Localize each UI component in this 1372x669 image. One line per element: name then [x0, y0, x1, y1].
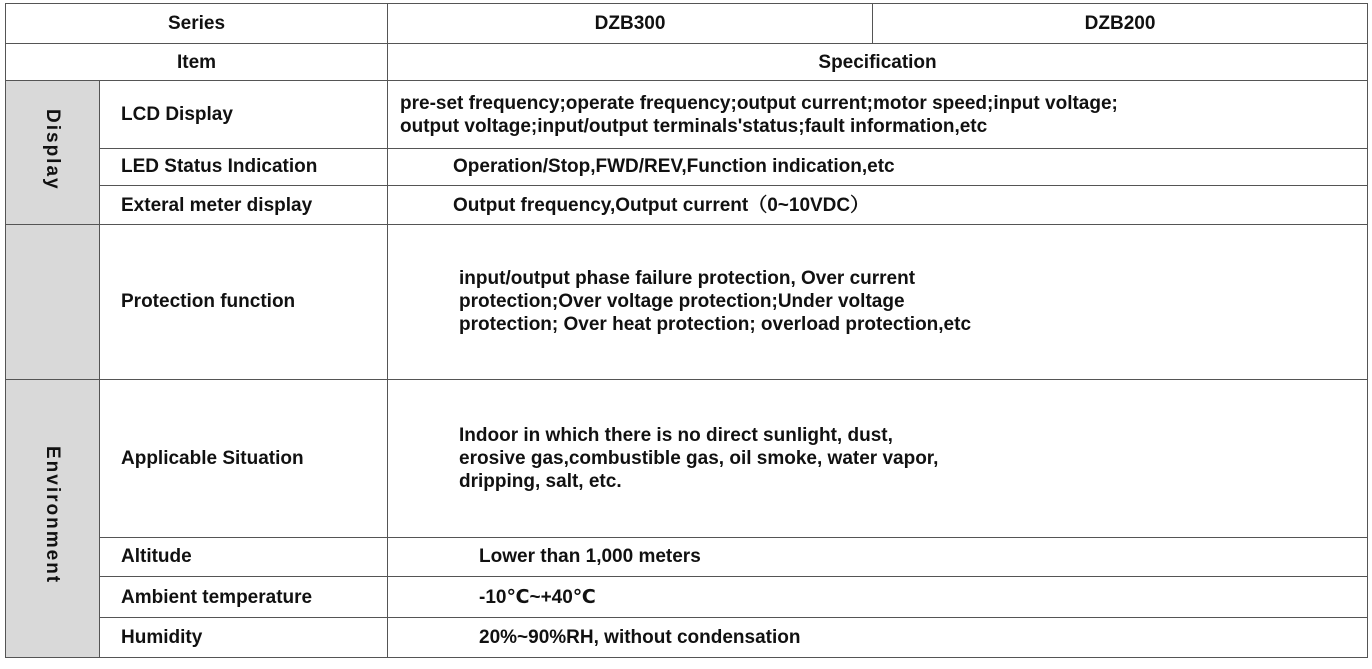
table-row-ambient-temperature — [6, 577, 1368, 618]
group-display-cell — [6, 81, 100, 225]
value-lcd-display — [388, 81, 1368, 148]
item-header-cell: Item — [6, 43, 388, 81]
value-line: protection; Over heat protection; overload protection,etc — [459, 314, 972, 336]
item-humidity: Humidity — [100, 618, 388, 658]
value-external-meter — [388, 186, 1368, 225]
value-line: Output frequency,Output current（0~10VDC） — [453, 194, 870, 216]
series-header-cell: Series — [6, 4, 388, 44]
item-lcd-display: LCD Display — [100, 81, 388, 148]
table-row-applicable-situation — [6, 379, 1368, 537]
table-row-lcd-display — [6, 81, 1368, 148]
value-line: input/output phase failure protection, Over current — [459, 268, 916, 290]
group-blank-cell — [6, 224, 100, 379]
table-row-humidity — [6, 618, 1368, 658]
group-environment-label: Environment — [42, 446, 63, 585]
value-altitude — [388, 537, 1368, 577]
value-ambient-temperature — [388, 577, 1368, 618]
value-line: dripping, salt, etc. — [459, 470, 622, 492]
value-line: protection;Over voltage protection;Under voltage — [459, 291, 905, 313]
value-protection-function — [388, 224, 1368, 379]
value-line: output voltage;input/output terminals'status;fault information,etc — [400, 115, 988, 137]
specification-header-cell: Specification — [388, 43, 1368, 81]
value-line: pre-set frequency;operate frequency;output current;motor speed;input voltage; — [400, 92, 1118, 114]
group-environment-cell — [6, 379, 100, 657]
item-altitude: Altitude — [100, 537, 388, 577]
value-line: Operation/Stop,FWD/REV,Function indication,etc — [453, 156, 895, 178]
header-row-item — [6, 43, 1368, 81]
group-display-label: Display — [42, 108, 63, 191]
header-row-series — [6, 4, 1368, 44]
value-line: Lower than 1,000 meters — [479, 546, 701, 568]
value-led-status — [388, 148, 1368, 186]
value-humidity — [388, 618, 1368, 658]
table-row-protection — [6, 224, 1368, 379]
value-line: -10℃~+40℃ — [479, 586, 596, 608]
item-ambient-temperature: Ambient temperature — [100, 577, 388, 618]
item-protection-function: Protection function — [100, 224, 388, 379]
value-line: erosive gas,combustible gas, oil smoke, water vapor, — [459, 447, 939, 469]
item-led-status: LED Status Indication — [100, 148, 388, 186]
item-external-meter: Exteral meter display — [100, 186, 388, 225]
value-line: 20%~90%RH, without condensation — [479, 627, 801, 649]
table-row-altitude — [6, 537, 1368, 577]
value-line: Indoor in which there is no direct sunlight, dust, — [459, 424, 893, 446]
value-applicable-situation — [388, 379, 1368, 537]
table-row-led-status — [6, 148, 1368, 186]
specification-table — [5, 3, 1368, 658]
table-row-external-meter — [6, 186, 1368, 225]
model-dzb300-cell: DZB300 — [388, 4, 873, 44]
model-dzb200-cell: DZB200 — [873, 4, 1368, 44]
item-applicable-situation: Applicable Situation — [100, 379, 388, 537]
